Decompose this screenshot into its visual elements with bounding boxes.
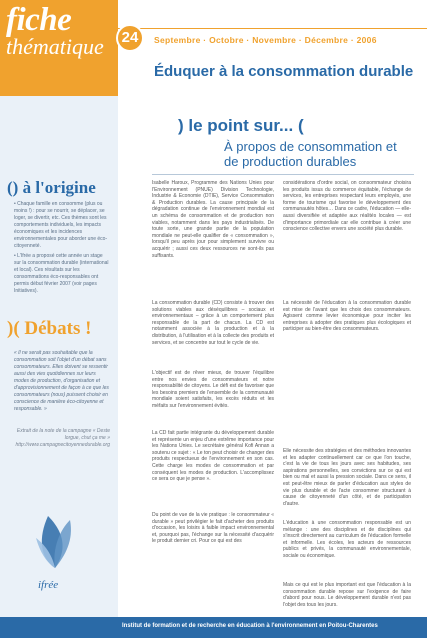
logo-text: ifrée [38, 579, 59, 591]
propos-subheading: À propos de consommation et de production durables [224, 139, 397, 169]
body-column-1-paragraph-4: La CD fait partie intégrante du développement durable et représente un enjeu d'une extrême importance pour les Nations Unies. Le secrétaire général Kofi Annan a soutenu ce sujet : « Le ton peut choisir de changer des produits respectueux de l'environnement en son cas. Cette charge les modes de consommation et par conséquent les modes de production. L'accomplissez ce sera ce que je pense ». [152, 430, 274, 483]
body-column-2-paragraph-1: considérations d'ordre social, on consommateur choisira les produits issus du commerce équitable, l'échange de services, les entreprises respectant leurs employés, une forme de tourisme qui favorise le développement des communautés hôtes… Dans ce cadre, l'éducation — elle-aussi diversifiée et adaptée aux réalités locales — est d'importance primordiale car elle contribue à créer une conscience collective envers une société plus durable. [283, 180, 411, 233]
debats-heading: )( Débats ! [7, 318, 92, 339]
body-column-1-paragraph-3: L'objectif est de rêver mieux, de trouver l'équilibre entre nos envies de consommateurs et notre responsabilité de citoyens. Le défi est de favoriser que les besoins premiers de l'ensemble de la communauté mondiale soient satisfaits, les excès réduits et les méfaits sur l'environnement évités. [152, 370, 274, 409]
body-column-2-paragraph-4: L'éducation à une consommation responsable est un mélange : une des disciplines et de disciplines qui s'inscrit directement au curriculum de l'éducation formelle et informelle. Les écoles, les acteurs de ressources publics et privés, la communauté environnementale, sociale ou économique. [283, 520, 411, 559]
point-heading: ) le point sur... ( [178, 116, 304, 135]
body-column-1-paragraph-5: Du point de vue de la vie pratique : le consommateur « durable » peut privilégier le fait d'acheter des produits d'occasion, les loisirs à faible impact environnemental et, pourquoi pas, l'échange sur la nécessité d'acquérir le produit dernier cri. Pour ce qui est des [152, 512, 274, 545]
body-column-2-paragraph-5: Mais ce qui est le plus important est que l'éducation à la consommation durable repose sur l'exigence de faire d'abord pour nous. Le développement durable n'est pas l'objet des tous les jours. [283, 582, 411, 608]
origine-paragraph-2: • L'Ifrée a proposé cette année un stage sur la consommation durable (international et local). Ces résultats sur les consommations éco-responsables ont permis début février 2007 (voir pages Initiatives). [14, 253, 109, 294]
debats-quote: « Il ne serait pas souhaitable que la consommation soit l'objet d'un débat sans consommateurs. Elles doivent se ressentir aussi des vies quotidiennes sur leurs modes de production, d'organisation et d'approvisionnement de façon à ce que les consommateurs (nous) puissent choisir en conscience de manière éco-citoyenne et responsable. » [14, 350, 109, 412]
origine-heading: () à l'origine [7, 178, 96, 197]
section-divider [152, 174, 414, 175]
page-title: Éduquer à la consommation durable [154, 63, 414, 80]
header-banner [0, 0, 118, 96]
issue-number-badge: 24 [116, 24, 144, 52]
origine-paragraph-1: • Chaque famille en consomme (plus ou moins !) : pour se nourrir, se déplacer, se loger, se divertir, etc. Ces thèmes sont les comportements individuels, les impacts économiques et les incidences environnementales pour aborder une éco-citoyenneté. [14, 201, 108, 249]
body-column-1-paragraph-1: Isabelle Haroux, Programme des Nations Unies pour l'Environnement (PNUE) Division Technologie, Industrie & Economie (DTIE), Service Consommation & Production durables. La cause principale de la dégradation continue de l'environnement mondial est un schéma de consommation et de production non viables, notamment dans les pays industrialisés. De toute sorte, une grande partie de la population mondiale ne peut-elle qualifier de « consommation », lorsqu'il peu après jour pour simplement survivre ou acquérir ; aussi ces deux ressources ne sont-ils pas suffisants. [152, 180, 274, 259]
fiche-title: fiche [6, 2, 72, 38]
body-column-1-paragraph-2: La consommation durable (CD) consiste à trouver des solutions viables aux déséquilibres – sociaux et environnementaux – grâce à un comportement plus responsable de la part de chacun. La CD est notamment associée à la production et à la distribution, à l'utilisation et à la collecte des produits et services, et se concentre sur tout le cycle de vie. [152, 300, 274, 346]
debats-caption: Extrait de la note de la campagne « Deste lorgue, chut ça me » http://www.campagnecitoyennedurable.org [15, 428, 110, 448]
thematique-title: thématique [6, 34, 104, 59]
body-column-2-paragraph-3: Elle nécessite des stratégies et des méthodes innovantes et les adapter continuellement car ce que l'on touche, c'est la vie de tous les jours avec ses habitudes, ses aspirations personnelles, ses convictions sur ce qui est bien ou mal et aussi la pression sociale. Dans ce sens, il est peut-être mieux de parler d'éducation aux styles de vie plus durable et de l'acte consommer structurant à cause de citoyenneté d'un côté, et de participation d'autre. [283, 448, 411, 507]
footer-text: Institut de formation et de recherche en éducation à l'environnement en Poitou-Charentes [122, 623, 378, 629]
body-column-2-paragraph-2: La nécessité de l'éducation à la consommation durable est mise de l'avant que les choix des consommateurs. Agissent comme levier économique pour inciter les entreprises à adopter des pratiques plus écologiques et participer au bien-être des consommateurs. [283, 300, 411, 333]
issue-date: Septembre · Octobre · Novembre · Décembre · 2006 [154, 35, 377, 45]
ifree-leaf-logo-icon [30, 508, 80, 570]
top-rule [118, 28, 427, 29]
